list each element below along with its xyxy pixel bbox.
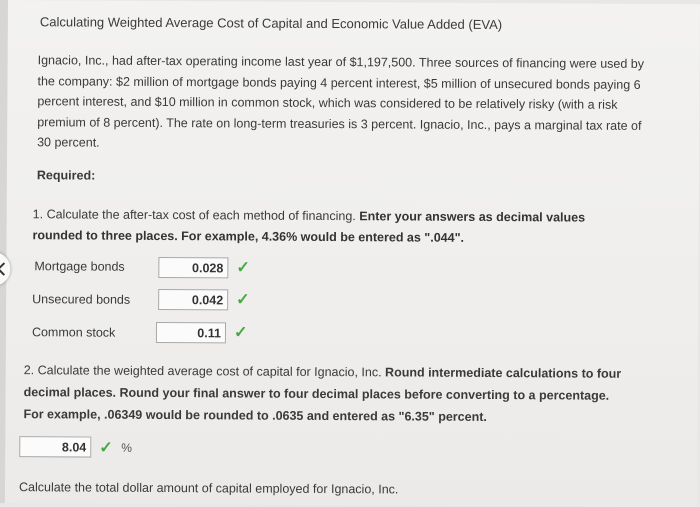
description-line: 30 percent.: [37, 135, 100, 150]
checkmark-icon: ✓: [236, 259, 250, 277]
left-edge-bar: [0, 0, 8, 503]
question-2-prefix: 2. Calculate the weighted average cost of capital for Ignacio, Inc.: [23, 363, 386, 380]
question-1-instruction: Enter your answers as decimal values: [359, 209, 586, 225]
common-stock-input[interactable]: 0.11: [156, 322, 226, 343]
checkmark-icon: ✓: [236, 291, 250, 309]
checkmark-icon: ✓: [233, 324, 248, 342]
question-2-instruction: Round intermediate calculations to four: [385, 365, 622, 381]
description-line: Ignacio, Inc., had after-tax operating income last year of $1,197,500. Three sources of financing were used by: [37, 53, 645, 71]
back-button[interactable]: [0, 252, 10, 286]
question-1-prefix: 1. Calculate the after-tax cost of each method of financing.: [32, 207, 360, 224]
question-2-instruction-example: For example, .06349 would be rounded to .0635 and entered as "6.35" percent.: [23, 407, 487, 424]
required-heading: Required:: [36, 168, 96, 183]
question-2-text: [23, 359, 621, 429]
question-1-text: [32, 204, 585, 249]
problem-description: [37, 50, 644, 156]
next-question-text: Calculate the total dollar amount of capital employed for Ignacio, Inc.: [18, 480, 399, 497]
description-line: the company: $2 million of mortgage bonds paying 4 percent interest, $5 million of unsecured bonds paying 6: [37, 73, 641, 92]
unsecured-bonds-input[interactable]: 0.042: [158, 289, 228, 310]
description-line: percent interest, and $10 million in common stock, which was considered to be relatively risky (with a risk: [37, 94, 618, 112]
mortgage-bonds-label: Mortgage bonds: [34, 259, 125, 274]
unsecured-bonds-label: Unsecured bonds: [32, 292, 131, 307]
common-stock-label: Common stock: [31, 325, 116, 340]
checkmark-icon: ✓: [99, 439, 113, 457]
chevron-left-icon: [0, 262, 6, 276]
wacc-input[interactable]: 8.04: [19, 436, 91, 457]
question-2-instruction-cont: decimal places. Round your final answer to four decimal places before converting to a percentage.: [23, 385, 610, 403]
percent-unit: %: [121, 440, 132, 455]
question-1-instruction-cont: rounded to three places. For example, 4.36% would be entered as ".044".: [32, 228, 465, 245]
problem-title: Calculating Weighted Average Cost of Capital and Economic Value Added (EVA): [39, 14, 503, 33]
mortgage-bonds-input[interactable]: 0.028: [158, 257, 228, 278]
description-line: premium of 8 percent). The rate on long-term treasuries is 3 percent. Ignacio, Inc., pays a marginal tax rate of: [37, 114, 642, 133]
